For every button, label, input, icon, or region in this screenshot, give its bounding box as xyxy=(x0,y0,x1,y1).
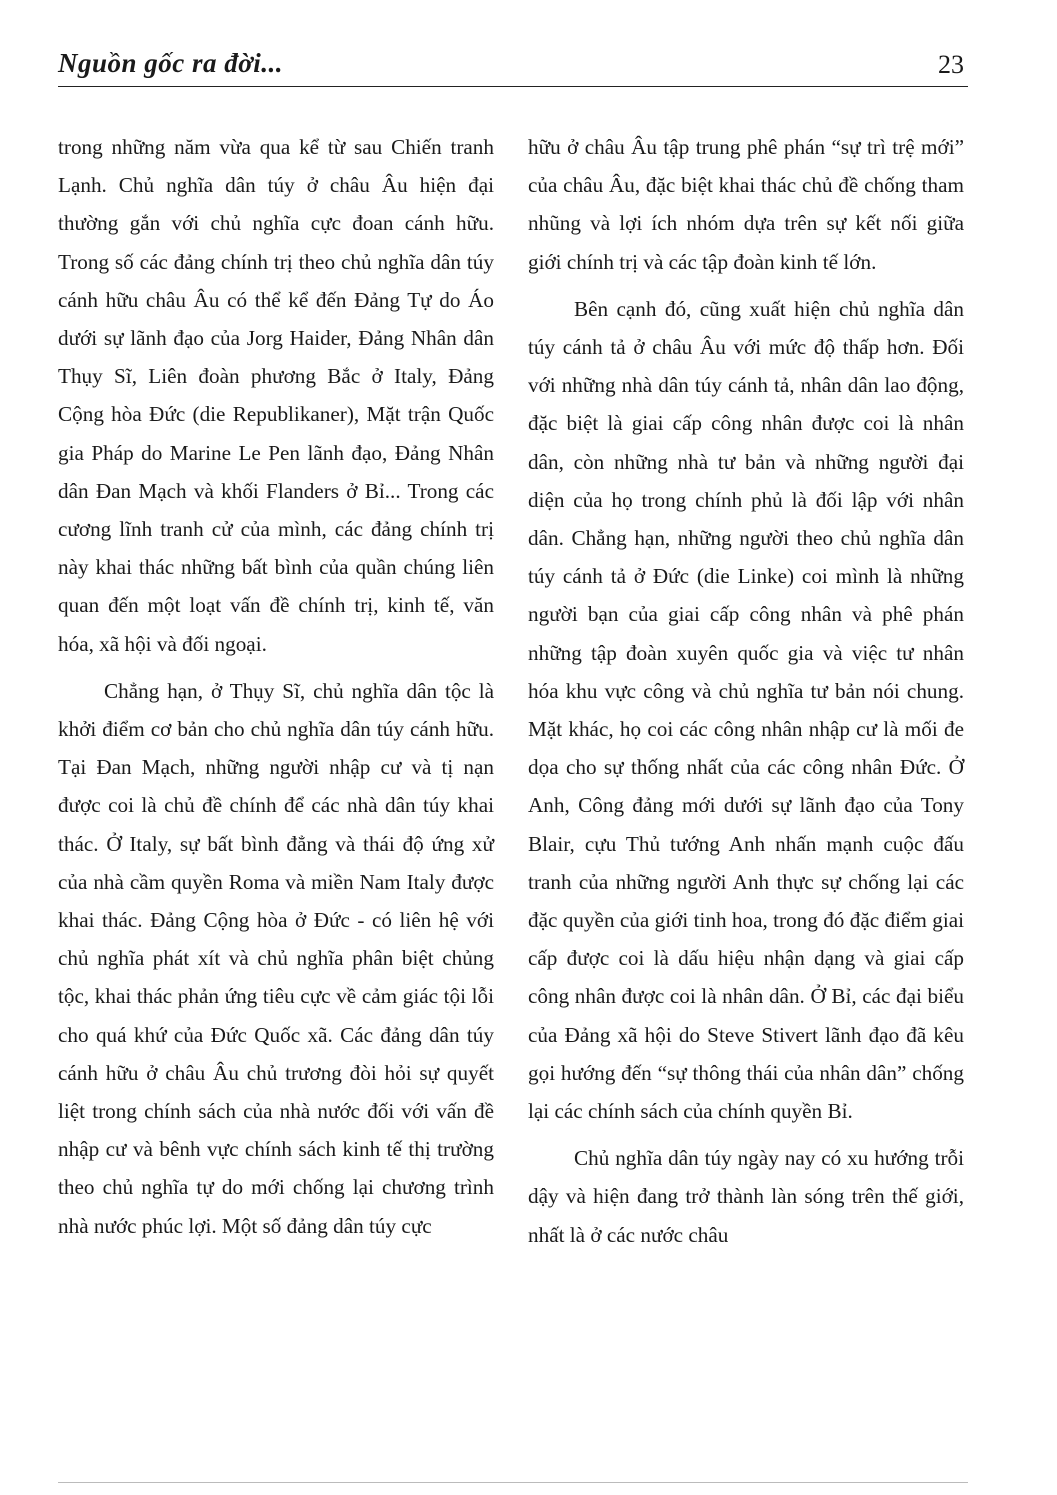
header-rule xyxy=(58,86,968,87)
paragraph: Bên cạnh đó, cũng xuất hiện chủ nghĩa dân túy cánh tả ở châu Âu với mức độ thấp hơn. Đối với những nhà dân túy cánh tả, nhân dân lao động, đặc biệt là giai cấp công nhân được coi là nhân dân, còn những nhà tư bản và những người đại diện của họ trong chính phủ là đối lập với nhân dân. Chẳng hạn, những người theo chủ nghĩa dân túy cánh tả ở Đức (die Linke) coi mình là những người bạn của giai cấp công nhân và phê phán những tập đoàn xuyên quốc gia và việc tư nhân hóa khu vực công và chủ nghĩa tư bản nói chung. Mặt khác, họ coi các công nhân nhập cư là mối đe dọa cho sự thống nhất của các công nhân Đức. Ở Anh, Công đảng mới dưới sự lãnh đạo của Tony Blair, cựu Thủ tướng Anh nhấn mạnh cuộc đấu tranh của những người Anh thực sự chống lại các đặc quyền của giới tinh hoa, trong đó đặc điểm giai cấp được coi là dấu hiệu nhận dạng và giai cấp công nhân được coi là nhân dân. Ở Bỉ, các đại biểu của Đảng xã hội do Steve Stivert lãnh đạo đã kêu gọi hướng đến “sự thông thái của nhân dân” chống lại các chính sách của chính quyền Bỉ. xyxy=(528,296,964,1124)
left-column xyxy=(58,128,494,1254)
paragraph: hữu ở châu Âu tập trung phê phán “sự trì trệ mới” của châu Âu, đặc biệt khai thác chủ đề chống tham nhũng và lợi ích nhóm dựa trên sự kết nối giữa giới chính trị và các tập đoàn kinh tế lớn. xyxy=(528,135,964,274)
running-title: Nguồn gốc ra đời... xyxy=(58,48,284,78)
paragraph: trong những năm vừa qua kể từ sau Chiến tranh Lạnh. Chủ nghĩa dân túy ở châu Âu hiện đại thường gắn với chủ nghĩa cực đoan cánh hữu. Trong số các đảng chính trị theo chủ nghĩa dân túy cánh hữu châu Âu có thể kể đến Đảng Tự do Áo dưới sự lãnh đạo của Jorg Haider, Đảng Nhân dân Thụy Sĩ, Liên đoàn phương Bắc ở Italy, Đảng Cộng hòa Đức (die Republikaner), Mặt trận Quốc gia Pháp do Marine Le Pen lãnh đạo, Đảng Nhân dân Đan Mạch và khối Flanders ở Bỉ... Trong các cương lĩnh tranh cử của mình, các đảng chính trị này khai thác những bất bình của quần chúng liên quan đến một loạt vấn đề chính trị, kinh tế, văn hóa, xã hội và đối ngoại. xyxy=(58,135,494,656)
page-header xyxy=(58,44,964,90)
paragraph: Chẳng hạn, ở Thụy Sĩ, chủ nghĩa dân tộc là khởi điểm cơ bản cho chủ nghĩa dân túy cánh hữu. Tại Đan Mạch, những người nhập cư và tị nạn được coi là chủ đề chính để các nhà dân túy khai thác. Ở Italy, sự bất bình đẳng và thái độ ứng xử của nhà cầm quyền Roma và miền Nam Italy được khai thác. Đảng Cộng hòa ở Đức - có liên hệ với chủ nghĩa phát xít và chủ nghĩa phân biệt chủng tộc, khai thác phản ứng tiêu cực về cảm giác tội lỗi cho quá khứ của Đức Quốc xã. Các đảng dân túy cánh hữu ở châu Âu chủ trương đòi hỏi sự quyết liệt trong chính sách của nhà nước đối với vấn đề nhập cư và bênh vực chính sách kinh tế thị trường theo chủ nghĩa tự do mới chống lại chương trình nhà nước phúc lợi. Một số đảng dân túy cực xyxy=(58,678,494,1238)
right-column xyxy=(528,128,964,1263)
paragraph: Chủ nghĩa dân túy ngày nay có xu hướng trỗi dậy và hiện đang trở thành làn sóng trên thế giới, nhất là ở các nước châu xyxy=(528,1146,964,1247)
bottom-rule xyxy=(58,1482,968,1483)
page-number: 23 xyxy=(938,50,964,79)
